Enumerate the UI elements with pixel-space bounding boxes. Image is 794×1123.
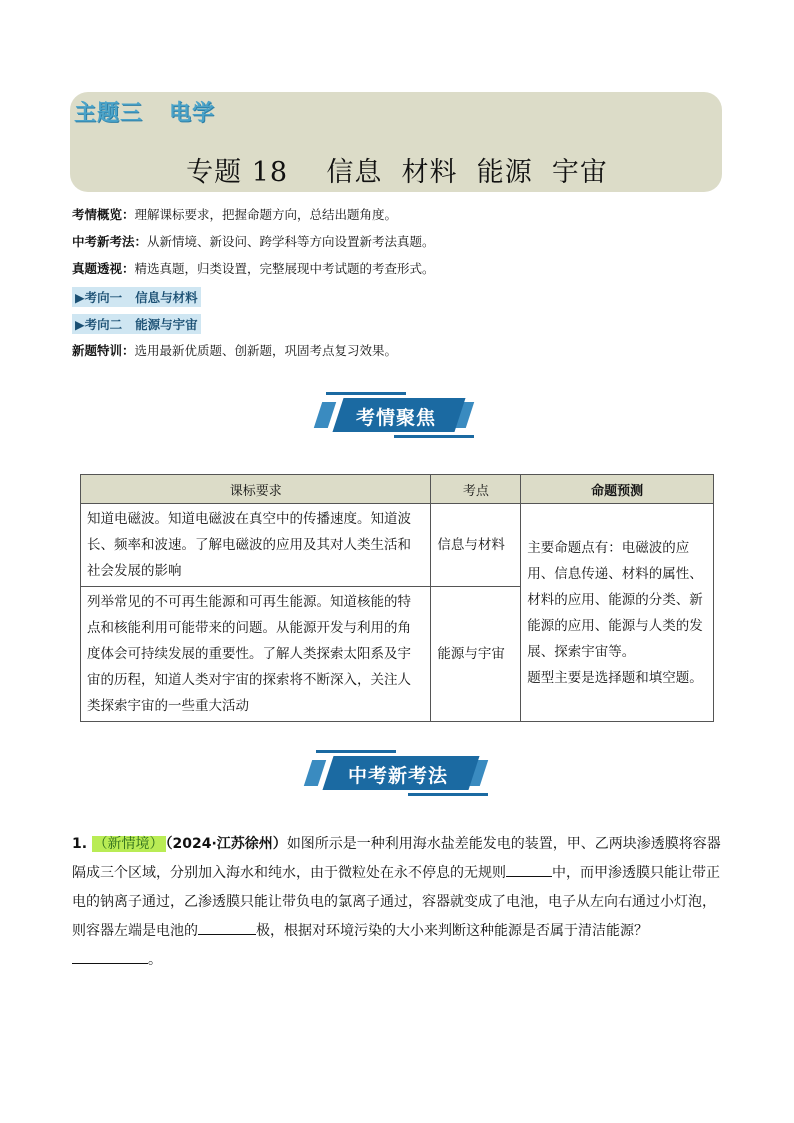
intro-line-overview xyxy=(72,207,397,223)
section-header-label: 考情聚焦 xyxy=(355,407,436,429)
question-text-3: 极，根据对环境污染的大小来判断这种能源是否属于清洁能源？ xyxy=(256,923,648,939)
question-text-1: 如图所示是一种利用海水盐差能发电的装置，甲、乙两块渗透膜将容器隔成三个区域，分别加入海水和纯水，由于微粒处在永不停息的无规则 xyxy=(72,836,721,881)
prediction-type-text: 题型主要是选择题和填空题。 xyxy=(527,669,703,686)
requirement-cell: 列举常见的不可再生能源和可再生能源。知道核能的特点和核能利用可能带来的问题。从能源开发与利用的角度体会可持续发展的重要性。了解人类探索太阳系及宇宙的历程，知道人类对宇宙的探索将不断深入，关注人类探索宇宙的一些重大活动 xyxy=(81,587,431,722)
question-text-4: 。 xyxy=(148,952,162,968)
intro-label: 考情概览： xyxy=(72,207,135,222)
col-header-requirement: 课标要求 xyxy=(81,475,431,504)
answer-blank-1[interactable] xyxy=(506,862,552,877)
col-header-point: 考点 xyxy=(431,475,521,504)
intro-label: 新题特训： xyxy=(72,343,135,358)
table-row xyxy=(81,504,714,587)
intro-label: 真题透视： xyxy=(72,261,135,276)
prediction-text: 主要命题点有：电磁波的应用、信息传递、材料的属性、材料的应用、能源的分类、新能源的应用、能源与人类的发展、探索宇宙等。 xyxy=(527,539,703,660)
curriculum-table xyxy=(80,474,714,722)
section-header-focus xyxy=(318,392,474,438)
point-cell: 信息与材料 xyxy=(431,504,521,587)
intro-text: 选用最新优质题、创新题，巩固考点复习效果。 xyxy=(134,343,398,358)
point-cell: 能源与宇宙 xyxy=(431,587,521,722)
intro-line-new-method xyxy=(72,234,435,250)
theme-label: 主题三 电学 xyxy=(74,101,215,126)
direction-link-1[interactable]: ▶考向一 信息与材料 xyxy=(72,287,201,307)
intro-text: 从新情境、新设问、跨学科等方向设置新考法真题。 xyxy=(147,234,435,249)
direction-link-2[interactable]: ▶考向二 能源与宇宙 xyxy=(72,314,201,334)
page-title: 专题 18 信息 材料 能源 宇宙 xyxy=(186,157,608,188)
section-header-new-method xyxy=(308,750,488,796)
intro-text: 精选真题，归类设置，完整展现中考试题的考查形式。 xyxy=(134,261,435,276)
col-header-prediction: 命题预测 xyxy=(521,475,714,504)
question-1 xyxy=(72,830,722,975)
answer-blank-3[interactable] xyxy=(72,949,148,964)
question-tag: （新情境） xyxy=(93,836,164,852)
question-source: （2024·江苏徐州） xyxy=(165,836,287,852)
intro-line-training xyxy=(72,343,397,359)
question-text-2: 中，而甲渗透膜只能让带正电的钠离子通过，乙渗透膜只能让带负电的氯离子通过，容器就变成了电池，电子从左向右通过小灯泡，则容器左端是电池的 xyxy=(72,865,720,939)
intro-label: 中考新考法： xyxy=(72,234,148,249)
requirement-cell: 知道电磁波。知道电磁波在真空中的传播速度。知道波长、频率和波速。了解电磁波的应用及其对人类生活和社会发展的影响 xyxy=(81,504,431,587)
answer-blank-2[interactable] xyxy=(198,920,256,935)
intro-text: 理解课标要求，把握命题方向，总结出题角度。 xyxy=(134,207,398,222)
question-number: 1. xyxy=(72,836,88,852)
table-header-row xyxy=(81,475,714,504)
intro-line-exam-review xyxy=(72,261,435,277)
section-header-label: 中考新考法 xyxy=(347,765,448,787)
prediction-cell xyxy=(521,504,714,722)
